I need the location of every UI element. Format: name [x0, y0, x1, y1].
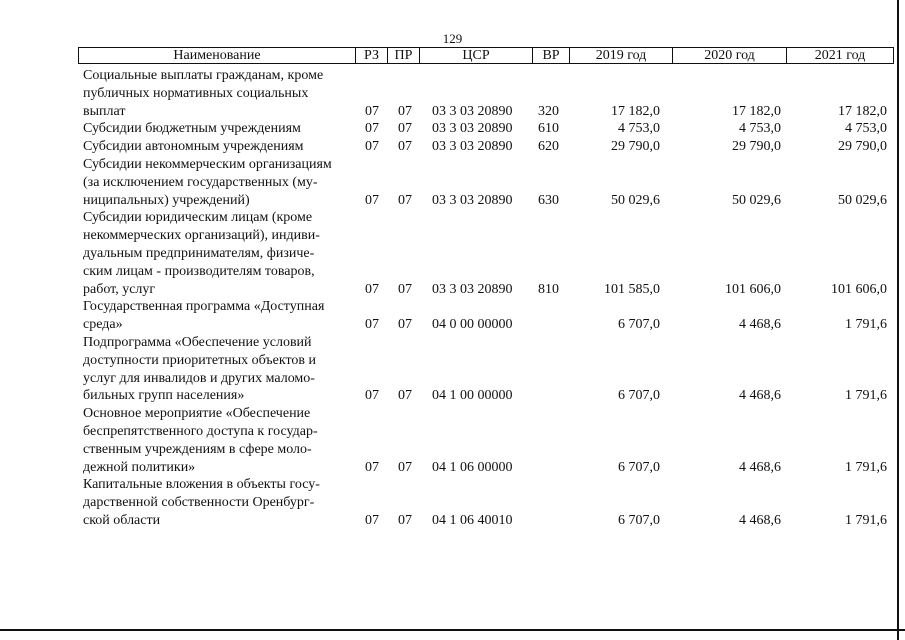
cell-y2019: 6 707,0 [618, 388, 660, 404]
cell-y2020: 4 468,6 [739, 317, 781, 333]
header-name: Наименование [173, 48, 261, 63]
cell-csr: 04 0 00 00000 [432, 317, 513, 333]
row-name-line: работ, услуг [83, 281, 156, 297]
table-row [0, 138, 905, 156]
table-header [78, 47, 894, 64]
cell-y2021: 1 791,6 [845, 459, 887, 475]
row-name-line: дарственной собственности Оренбург- [83, 495, 315, 511]
cell-csr: 04 1 00 00000 [432, 388, 513, 404]
row-name-line: Основное мероприятие «Обеспечение [83, 406, 311, 422]
row-name [83, 138, 353, 156]
row-name-line: Капитальные вложения в объекты госу- [83, 477, 320, 493]
row-name [83, 334, 353, 405]
table-row [0, 156, 905, 209]
header-2019: 2019 год [569, 48, 672, 63]
cell-y2020: 4 468,6 [739, 512, 781, 528]
cell-pr: 07 [398, 317, 412, 333]
cell-rz: 07 [365, 192, 379, 208]
cell-y2021: 1 791,6 [845, 317, 887, 333]
row-name-line: Социальные выплаты гражданам, кроме [83, 68, 324, 83]
cell-pr: 07 [398, 103, 412, 119]
cell-csr: 03 3 03 20890 [432, 192, 513, 208]
cell-pr: 07 [398, 121, 412, 137]
row-name [83, 476, 353, 529]
cell-y2019: 4 753,0 [618, 121, 660, 137]
table-row [0, 405, 905, 476]
table-row [0, 298, 905, 334]
row-name-line: Субсидии бюджетным учреждениям [83, 121, 301, 137]
row-name [83, 405, 353, 476]
table-row [0, 209, 905, 298]
row-name-line: Субсидии автономным учреждениям [83, 139, 304, 155]
cell-rz: 07 [365, 388, 379, 404]
row-name [83, 156, 353, 209]
cell-rz: 07 [365, 139, 379, 155]
header-vr: ВР [532, 48, 569, 63]
cell-rz: 07 [365, 103, 379, 119]
cell-y2020: 4 468,6 [739, 459, 781, 475]
row-name [83, 67, 353, 120]
row-name-line: Субсидии юридическим лицам (кроме [83, 210, 313, 226]
cell-y2019: 6 707,0 [618, 459, 660, 475]
cell-csr: 03 3 03 20890 [432, 103, 513, 119]
row-name-line: Государственная программа «Доступная [83, 299, 325, 315]
row-name-line: ственным учреждениям в сфере моло- [83, 441, 312, 457]
cell-pr: 07 [398, 388, 412, 404]
cell-rz: 07 [365, 459, 379, 475]
page-number: 129 [442, 31, 463, 46]
cell-y2019: 101 585,0 [604, 281, 660, 297]
cell-y2020: 101 606,0 [725, 281, 781, 297]
row-name-line: услуг для инвалидов и других маломо- [83, 370, 315, 386]
cell-y2021: 17 182,0 [838, 103, 887, 119]
cell-y2020: 4 753,0 [739, 121, 781, 137]
cell-vr: 630 [538, 192, 559, 208]
row-name-line: некоммерческих организаций), индиви- [83, 228, 320, 244]
table-row [0, 334, 905, 405]
cell-vr: 320 [538, 103, 559, 119]
row-name [83, 209, 353, 298]
page-frame-bottom [0, 629, 905, 631]
cell-y2021: 1 791,6 [845, 512, 887, 528]
table-row [0, 120, 905, 138]
header-2021: 2021 год [786, 48, 893, 63]
cell-y2021: 29 790,0 [838, 139, 887, 155]
row-name-line: выплат [83, 103, 126, 119]
cell-pr: 07 [398, 139, 412, 155]
cell-csr: 03 3 03 20890 [432, 121, 513, 137]
cell-rz: 07 [365, 281, 379, 297]
row-name-line: среда» [83, 317, 123, 333]
row-name-line: доступности приоритетных объектов и [83, 352, 316, 368]
cell-rz: 07 [365, 512, 379, 528]
table-row [0, 67, 905, 120]
cell-vr: 810 [538, 281, 559, 297]
cell-y2019: 6 707,0 [618, 512, 660, 528]
header-pr: ПР [387, 48, 419, 63]
cell-y2020: 29 790,0 [732, 139, 781, 155]
cell-pr: 07 [398, 281, 412, 297]
cell-y2020: 17 182,0 [732, 103, 781, 119]
cell-y2019: 50 029,6 [611, 192, 660, 208]
cell-y2021: 101 606,0 [831, 281, 887, 297]
row-name-line: беспрепятственного доступа к государ- [83, 423, 318, 439]
row-name-line: ниципальных) учреждений) [83, 192, 250, 208]
cell-y2020: 50 029,6 [732, 192, 781, 208]
row-name-line: бильных групп населения» [83, 388, 245, 404]
cell-y2019: 6 707,0 [618, 317, 660, 333]
cell-y2021: 4 753,0 [845, 121, 887, 137]
row-name [83, 120, 353, 138]
cell-pr: 07 [398, 459, 412, 475]
row-name-line: ским лицам - производителям товаров, [83, 263, 315, 279]
header-csr: ЦСР [419, 48, 532, 63]
cell-csr: 03 3 03 20890 [432, 139, 513, 155]
cell-y2020: 4 468,6 [739, 388, 781, 404]
row-name-line: (за исключением государственных (му- [83, 174, 318, 190]
cell-csr: 03 3 03 20890 [432, 281, 513, 297]
cell-y2019: 17 182,0 [611, 103, 660, 119]
cell-y2021: 1 791,6 [845, 388, 887, 404]
cell-pr: 07 [398, 192, 412, 208]
cell-pr: 07 [398, 512, 412, 528]
cell-y2021: 50 029,6 [838, 192, 887, 208]
row-name-line: дуальным предпринимателям, физиче- [83, 245, 315, 261]
row-name-line: Подпрограмма «Обеспечение условий [83, 334, 312, 350]
row-name-line: публичных нормативных социальных [83, 85, 309, 101]
cell-csr: 04 1 06 40010 [432, 512, 513, 528]
row-name [83, 298, 353, 334]
cell-y2019: 29 790,0 [611, 139, 660, 155]
row-name-line: дежной политики» [83, 459, 196, 475]
row-name-line: Субсидии некоммерческим организациям [83, 156, 332, 172]
row-name-line: ской области [83, 512, 161, 528]
cell-csr: 04 1 06 00000 [432, 459, 513, 475]
cell-rz: 07 [365, 317, 379, 333]
cell-vr: 610 [538, 121, 559, 137]
table-body [0, 67, 905, 530]
header-rz: РЗ [355, 48, 387, 63]
cell-vr: 620 [538, 139, 559, 155]
table-row [0, 476, 905, 529]
cell-rz: 07 [365, 121, 379, 137]
header-2020: 2020 год [672, 48, 786, 63]
page-frame-right [897, 0, 899, 640]
